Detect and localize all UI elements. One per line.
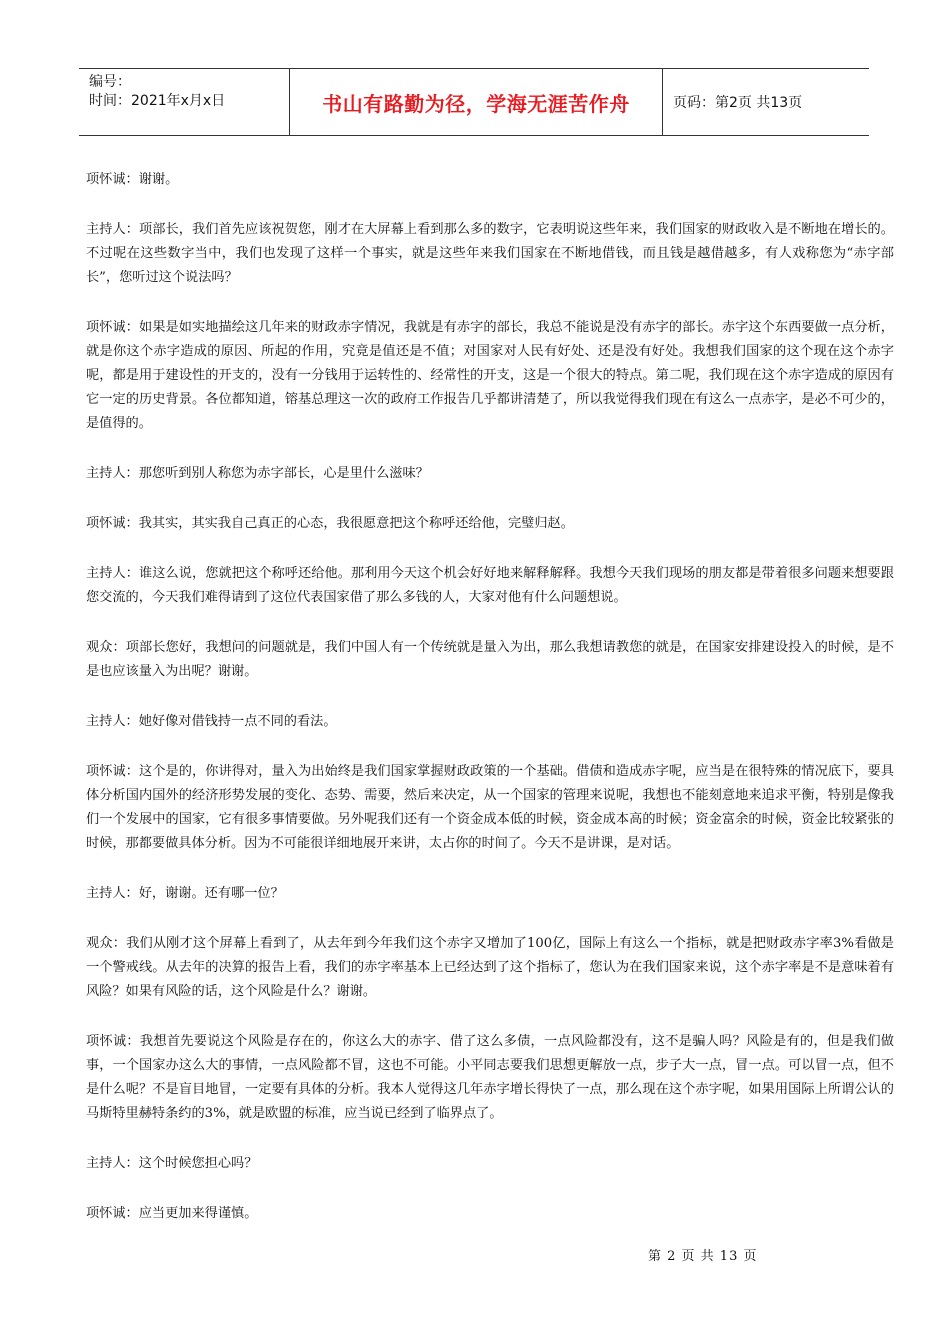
paragraph: 主持人：谁这么说，您就把这个称呼还给他。那利用今天这个机会好好地来解释解释。我想今天我们现场的朋友都是带着很多问题来想要跟您交流的，今天我们难得请到了这位代表国家借了那么多钱的人，大家对他有什么问题想说。 xyxy=(86,566,894,605)
paragraph: 观众：我们从刚才这个屏幕上看到了，从去年到今年我们这个赤字又增加了100亿，国际上有这么一个指标，就是把财政赤字率3%看做是一个警戒线。从去年的决算的报告上看，我们的赤字率基本上已经达到了这个指标了，您认为在我们国家来说，这个赤字率是不是意味着有风险？如果有风险的话，这个风险是什么？谢谢。 xyxy=(86,936,894,999)
document-number-label: 编号： xyxy=(89,74,131,90)
header-left-cell xyxy=(79,69,289,135)
paragraph: 项怀诚：我其实，其实我自己真正的心态，我很愿意把这个称呼还给他，完璧归赵。 xyxy=(86,516,574,531)
paragraph: 主持人：那您听到别人称您为赤字部长，心是里什么滋味？ xyxy=(86,466,429,481)
document-date-label: 时间：2021年x月x日 xyxy=(89,93,226,109)
page-footer: 第 2 页 共 13 页 xyxy=(648,1249,758,1264)
paragraph: 项怀诚：应当更加来得谨慎。 xyxy=(86,1206,258,1221)
document-body xyxy=(86,168,894,1252)
paragraph: 主持人：这个时候您担心吗？ xyxy=(86,1156,258,1171)
paragraph: 主持人：她好像对借钱持一点不同的看法。 xyxy=(86,714,337,729)
paragraph: 主持人：项部长，我们首先应该祝贺您，刚才在大屏幕上看到那么多的数字，它表明说这些年来，我们国家的财政收入是不断地在增长的。不过呢在这些数字当中，我们也发现了这样一个事实，就是这些年来我们国家在不断地借钱，而且钱是越借越多，有人戏称您为“赤字部长”，您听过这个说法吗？ xyxy=(86,222,894,285)
paragraph: 观众：项部长您好，我想问的问题就是，我们中国人有一个传统就是量入为出，那么我想请教您的就是，在国家安排建设投入的时候，是不是也应该量入为出呢？谢谢。 xyxy=(86,640,894,679)
header-page-number: 页码：第2页 共13页 xyxy=(673,95,803,111)
page-header xyxy=(79,68,869,136)
paragraph: 主持人：好，谢谢。还有哪一位？ xyxy=(86,886,284,901)
paragraph: 项怀诚：我想首先要说这个风险是存在的，你这么大的赤字、借了这么多债，一点风险都没有，这不是骗人吗？风险是有的，但是我们做事，一个国家办这么大的事情，一点风险都不冒，这也不可能。小平同志要我们思想更解放一点，步子大一点，冒一点。可以冒一点，但不是什么呢？不是盲目地冒，一定要有具体的分析。我本人觉得这几年赤字增长得快了一点，那么现在这个赤字呢，如果用国际上所谓公认的马斯特里赫特条约的3%，就是欧盟的标准，应当说已经到了临界点了。 xyxy=(86,1034,894,1121)
paragraph: 项怀诚：谢谢。 xyxy=(86,172,179,187)
header-motto: 书山有路勤为径，学海无涯苦作舟 xyxy=(289,69,663,135)
paragraph: 项怀诚：如果是如实地描绘这几年来的财政赤字情况，我就是有赤字的部长，我总不能说是没有赤字的部长。赤字这个东西要做一点分析，就是你这个赤字造成的原因、所起的作用，究竟是值还是不值；对国家对人民有好处、还是没有好处。我想我们国家的这个现在这个赤字呢，都是用于建设性的开支的，没有一分钱用于运转性的、经常性的开支，这是一个很大的特点。第二呢，我们现在这个赤字造成的原因有它一定的历史背景。各位都知道，镕基总理这一次的政府工作报告几乎都讲清楚了，所以我觉得我们现在有这么一点赤字，是必不可少的，是值得的。 xyxy=(86,320,894,431)
paragraph: 项怀诚：这个是的，你讲得对，量入为出始终是我们国家掌握财政政策的一个基础。借债和造成赤字呢，应当是在很特殊的情况底下，要具体分析国内国外的经济形势发展的变化、态势、需要，然后来决定，从一个国家的管理来说呢，我想也不能刻意地来追求平衡，特别是像我们一个发展中的国家，它有很多事情要做。另外呢我们还有一个资金成本低的时候，资金成本高的时候；资金富余的时候，资金比较紧张的时候，那都要做具体分析。因为不可能很详细地展开来讲，太占你的时间了。今天不是讲课，是对话。 xyxy=(86,764,894,851)
